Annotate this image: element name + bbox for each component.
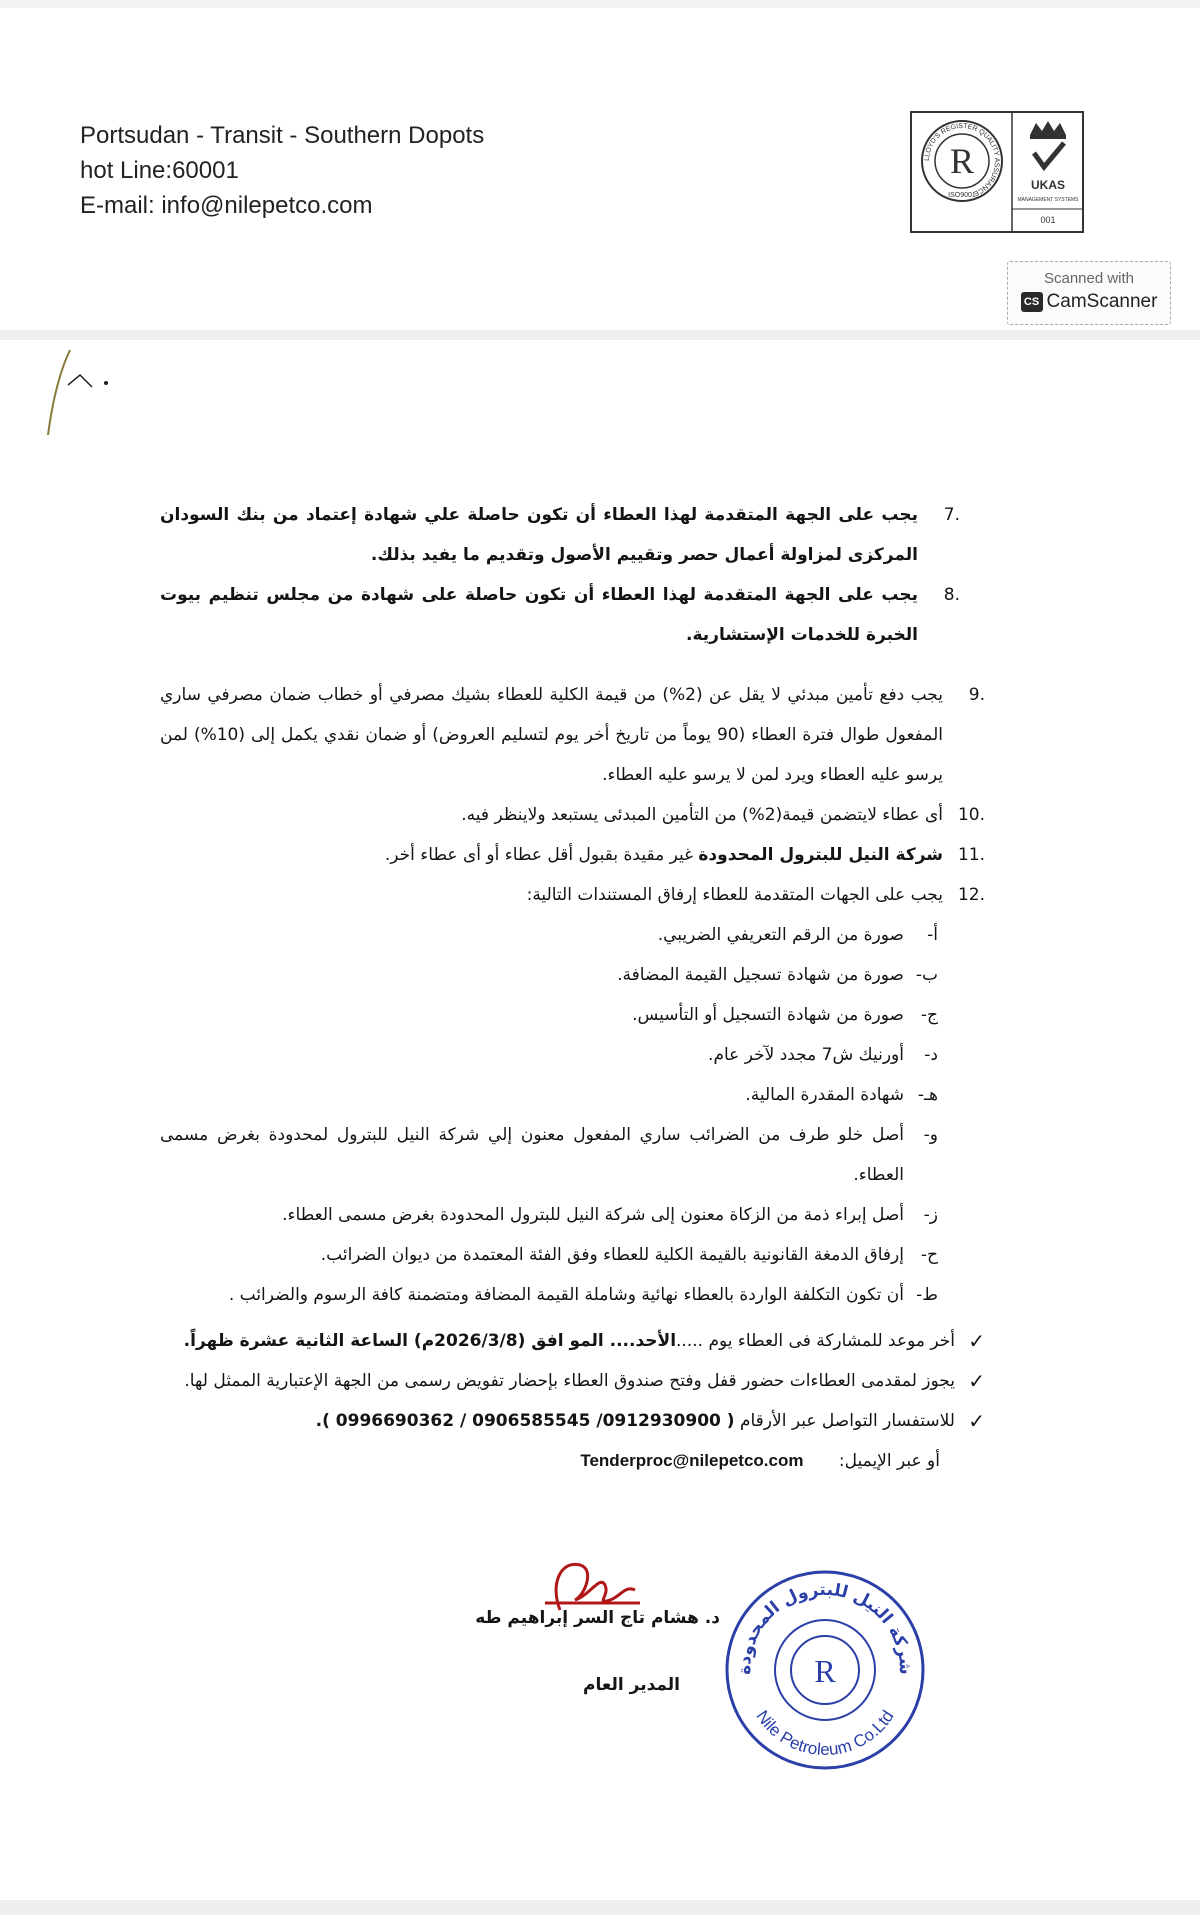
item-text: صورة من الرقم التعريفي الضريبي. (657, 925, 904, 945)
document-item (160, 915, 960, 955)
company-name: شركة النيل للبترول المحدودة (698, 845, 943, 865)
item-letter: ح- (920, 1245, 938, 1265)
letterhead (80, 118, 484, 223)
clause-number: 12. (957, 885, 985, 905)
document-item (160, 995, 960, 1035)
stamp-arabic-text: شركة النيل للبترول المحدودة (734, 1579, 916, 1676)
item-text: أصل إبراء ذمة من الزكاة معنون إلى شركة النيل للبترول المحدودة بغرض مسمى العطاء. (282, 1205, 904, 1225)
item-text: إرفاق الدمغة القانونية بالقيمة الكلية للعطاء وفق الفئة المعتمدة من ديوان الضرائب. (320, 1245, 904, 1265)
document-item (160, 1235, 960, 1275)
contact-label: للاستفسار التواصل عبر الأرقام (734, 1411, 955, 1431)
clause-text (160, 835, 943, 875)
clause-text: يجب على الجهة المتقدمة لهذا العطاء أن تكون حاصلة علي شهادة إعتماد من بنك السودان المركزى لمزاولة أعمال حصر وتقييم الأصول وتقديم ما يفيد بذلك. (160, 505, 918, 565)
clause-10 (160, 795, 985, 835)
stamp-english-text: Nile Petroleum Co.Ltd (752, 1706, 898, 1760)
item-letter: ز- (923, 1205, 938, 1225)
item-letter: ج- (920, 1005, 938, 1025)
clause-text: يجب على الجهة المتقدمة لهذا العطاء أن تكون حاصلة على شهادة من مجلس تنظيم بيوت الخبرة للخدمات الإستشارية. (160, 585, 918, 645)
clause-number: 7. (943, 505, 960, 525)
camscanner-watermark (1007, 261, 1171, 325)
contact-phones: ( 0912930900/ 0906585545 / 0996690362 ). (315, 1411, 735, 1431)
cert-code: 001 (1040, 215, 1056, 225)
clause-number: 10. (957, 805, 985, 825)
contact-note (160, 1401, 985, 1441)
camscanner-brand: CamScanner (1046, 291, 1158, 312)
check-icon: ✓ (968, 1409, 985, 1433)
letterhead-address: Portsudan - Transit - Southern Dopots (80, 122, 485, 149)
clause-number: 9. (968, 685, 985, 705)
letterhead-page (0, 8, 1200, 330)
cert-ukas-sub: MANAGEMENT SYSTEMS (1017, 197, 1079, 203)
item-text: أن تكون التكلفة الواردة بالعطاء نهائية وشاملة القيمة المضافة ومتضمنة كافة الرسوم والضرائب . (228, 1285, 904, 1305)
deadline-note (160, 1321, 985, 1361)
document-item (160, 1075, 960, 1115)
deadline-label: أخر موعد للمشاركة فى العطاء يوم ..... (676, 1331, 955, 1351)
letterhead-email: E-mail: info@nilepetco.com (80, 192, 373, 219)
svg-text:R: R (814, 1653, 836, 1689)
deadline-date: الأحد.... المو افق (2026/3/8م) الساعة الثانية عشرة ظهراً. (183, 1331, 677, 1351)
top-bar (0, 0, 1200, 8)
clause-text: يجب على الجهات المتقدمة للعطاء إرفاق المستندات التالية: (526, 885, 943, 905)
crown-icon (1030, 121, 1066, 139)
document-item (160, 1035, 960, 1075)
clause-rest: غير مقيدة بقبول أقل عطاء أو أى عطاء أخر. (384, 845, 699, 865)
camscanner-caption: Scanned with (1043, 270, 1135, 287)
item-text: أصل خلو طرف من الضرائب ساري المفعول معنون إلي شركة النيل للبترول لمحدودة بغرض مسمى العطاء. (160, 1125, 904, 1185)
certification-badge (910, 111, 1084, 233)
tender-email-link[interactable]: Tenderproc@nilepetco.com (580, 1451, 804, 1470)
item-text: شهادة المقدرة المالية. (745, 1085, 904, 1105)
clause-8 (160, 575, 960, 655)
document-body (160, 495, 985, 1481)
svg-text:R: R (949, 141, 975, 181)
cert-ukas: UKAS (1030, 178, 1066, 192)
item-text: صورة من شهادة التسجيل أو التأسيس. (632, 1005, 904, 1025)
cert-ring-text: LLOYD'S REGISTER QUALITY ASSURANCE (923, 122, 1001, 197)
check-icon: ✓ (968, 1329, 985, 1353)
signer-name: د. هشام تاج السر إبراهيم طه (475, 1608, 720, 1628)
email-label: أو عبر الإيميل: (838, 1451, 940, 1471)
clause-text: أى عطاء لايتضمن قيمة(2%) من التأمين المبدئى يستبعد ولاينظر فيه. (461, 805, 943, 825)
item-letter: هـ- (917, 1085, 938, 1105)
document-item (160, 1195, 960, 1235)
item-letter: د- (924, 1045, 938, 1065)
item-letter: و- (923, 1125, 938, 1145)
check-icon: ✓ (968, 1369, 985, 1393)
email-line (160, 1441, 940, 1481)
clause-11 (160, 835, 985, 875)
clause-text: يجب دفع تأمين مبدئي لا يقل عن (2%) من قيمة الكلية للعطاء بشيك مصرفي أو خطاب ضمان مصرفي ساري المفعول طوال فترة العطاء (90 يوماً من تاريخ أخر يوم لتسليم العروض) أو ضمان نقدي يكمل إلى (10%) لمن يرسو عليه العطاء ويرد لمن لا يرسو عليه العطاء. (160, 685, 943, 785)
clause-7 (160, 495, 960, 575)
item-text: صورة من شهادة تسجيل القيمة المضافة. (617, 965, 904, 985)
clause-number: 11. (957, 845, 985, 865)
cert-iso: ISO9001 (948, 192, 976, 199)
company-stamp-icon (720, 1565, 930, 1775)
opening-attendance-note (160, 1361, 985, 1401)
clause-number: 8. (943, 585, 960, 605)
item-letter: ط- (916, 1285, 938, 1305)
letterhead-hotline: hot Line:60001 (80, 157, 239, 184)
checkmark-icon (1034, 143, 1064, 167)
clause-9 (160, 675, 985, 795)
item-letter: ب- (915, 965, 938, 985)
item-letter: أ- (927, 925, 938, 945)
attendance-text: يجوز لمقدمى العطاءات حضور قفل وفتح صندوق العطاء بإحضار تفويض رسمى من الجهة الإعتبارية الممثل لها. (184, 1371, 955, 1391)
document-item (160, 1115, 960, 1195)
camscanner-logo-icon: CS (1021, 292, 1043, 312)
item-text: أورنيك ش7 مجدد لآخر عام. (708, 1045, 904, 1065)
pen-mark-icon (40, 345, 110, 435)
clause-12 (160, 875, 985, 915)
document-item (160, 955, 960, 995)
signer-title: المدير العام (583, 1675, 680, 1695)
document-item (160, 1275, 960, 1315)
